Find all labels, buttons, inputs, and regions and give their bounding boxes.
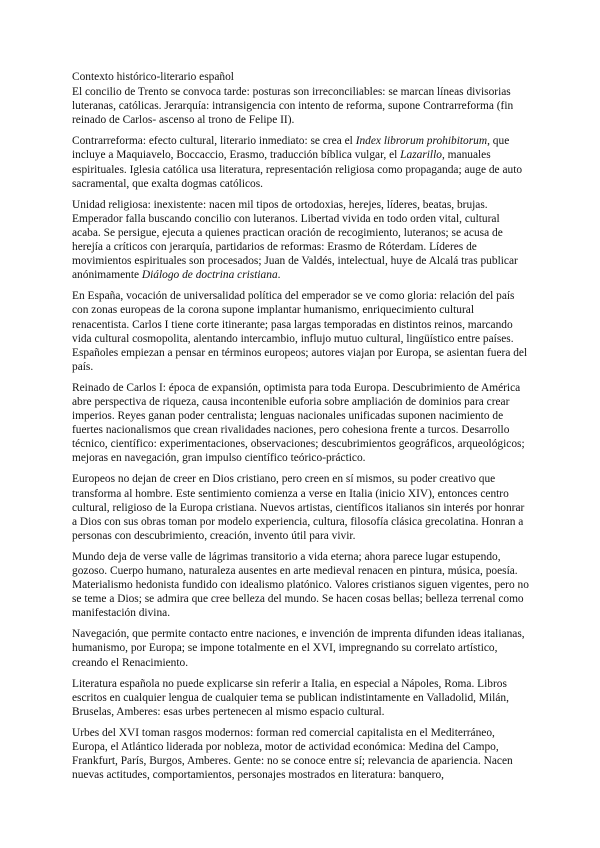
paragraph-4 — [72, 289, 530, 374]
paragraph-text: Europeos no dejan de creer en Dios cristiano, pero creen en sí mismos, su poder creativo que transforma al hombre. Este sentimiento comienza a verse en Italia (inicio XIV), entonces centro cultural, religioso de la Europa cristiana. Nuevos artistas, científicos italianos sin interés por honrar a Dios con sus obras toman por modelo experiencia, cultura, filosofía clásica grecolatina. Honran a personas con descubrimiento, creación, invento útil para vivir. — [72, 473, 525, 542]
italic-title: Lazarillo — [400, 149, 442, 162]
paragraph-5 — [72, 381, 530, 466]
paragraph-text: Literatura española no puede explicarse sin referir a Italia, en especial a Nápoles, Roma. Libros escritos en cualquier lengua de cualquier tema se publican indistintamente en Valladolid, Milán, Bruselas, Amberes: esas urbes pertenecen al mismo espacio cultural. — [72, 677, 509, 718]
paragraph-text: Mundo deja de verse valle de lágrimas transitorio a vida eterna; ahora parece lugar estupendo, gozoso. Cuerpo humano, naturaleza ausentes en arte medieval renacen en pintura, música, poesía. Materialismo hedonista fundido con idealismo platónico. Valores cristianos siguen vigentes, pero no se teme a Dios; se admira que cree belleza del mundo. Se hacen cosas bellas; belleza terrenal como manifestación divina. — [72, 550, 529, 620]
paragraph-8 — [72, 627, 530, 669]
paragraph-text: , manuales espirituales. Iglesia católica usa literatura, representación religiosa como propaganda; auge de auto sacramental, que exalta dogmas católicos. — [72, 149, 523, 190]
paragraph-text: , que incluye a Maquiavelo, Boccaccio, Erasmo, traducción bíblica vulgar, el — [72, 135, 510, 162]
paragraph-6 — [72, 472, 530, 542]
paragraph-text: Navegación, que permite contacto entre naciones, e invención de imprenta difunden ideas italianas, humanismo, por Europa; se impone totalmente en el XVI, impregnando su correlato artístico, creando el Renacimiento. — [72, 628, 525, 669]
paragraph-text: En España, vocación de universalidad política del emperador se ve como gloria: relación del país con zonas europeas de la corona supone implantar humanismo, enriquecimiento cultural renacentista. Carlos I tiene corte itinerante; pasa largas temporadas en distintos reinos, marcando vida cultural cosmopolita, alentando intercambio, influjo mutuo cultural, lingüístico entre países. Españoles empiezan a pensar en términos europeos; autores viajan por Europa, se asientan fuera del país. — [72, 290, 528, 373]
italic-title: Index librorum prohibitorum — [355, 135, 488, 148]
paragraph-2 — [72, 134, 530, 190]
paragraph-text: El concilio de Trento se convoca tarde: posturas son irreconciliables: se marcan líneas divisorias luteranas, católicas. Jerarquía: intransigencia con intento de reforma, supone Contrarreforma (fin reinado de Carlos- ascenso al trono de Felipe II). — [72, 86, 514, 127]
paragraph-10 — [72, 726, 530, 782]
document-page — [72, 70, 530, 789]
paragraph-7 — [72, 550, 530, 620]
document-title: Contexto histórico-literario español — [72, 71, 234, 83]
paragraph-text: Reinado de Carlos I: época de expansión, optimista para toda Europa. Descubrimiento de América abre perspectiva de riqueza, causa incontenible euforia sobre ampliación de dominios para crear imperios. Reyes ganan poder centralista; lenguas nacionales unificadas suponen nacimiento de fuertes nacionalismos que crean rivalidades naciones, pero cohesiona frente a turcos. Desarrollo técnico, científico: experimentaciones, observaciones; descubrimientos geográficos, arqueológicos; mejoras en navegación, gran impulso científico teórico-práctico. — [72, 381, 525, 465]
paragraph-9 — [72, 677, 530, 719]
paragraph-3 — [72, 198, 530, 283]
paragraph-text: . — [277, 269, 281, 282]
paragraph-text: Urbes del XVI toman rasgos modernos: forman red comercial capitalista en el Mediterráneo, Europa, el Atlántico liderada por nobleza, motor de actividad económica: Medina del Campo, Frankfurt, París, Burgos, Amberes. Gente: no se conoce entre sí; relevancia de apariencia. Nacen nuevas actitudes, comportamientos, personajes mostrados en literatura: banquero, — [72, 726, 513, 782]
document-body — [72, 85, 530, 782]
paragraph-text: Contrarreforma: efecto cultural, literario inmediato: se crea el — [72, 135, 356, 148]
paragraph-text: Unidad religiosa: inexistente: nacen mil tipos de ortodoxias, herejes, líderes, beatas, brujas. Emperador falla buscando concilio con luteranos. Libertad vivida en todo orden vital, cultural acaba. Se persigue, ejecuta a quienes practican oración de recogimiento, luteranos; se acusa de herejía a críticos con jerarquía, partidarios de reformas: Erasmo de Róterdam. Líderes de movimientos espirituales son procesados; Juan de Valdés, intelectual, huye de Alcalá tras publicar anónimamente — [72, 198, 518, 282]
paragraph-1 — [72, 85, 530, 127]
italic-title: Diálogo de doctrina cristiana — [141, 269, 278, 282]
